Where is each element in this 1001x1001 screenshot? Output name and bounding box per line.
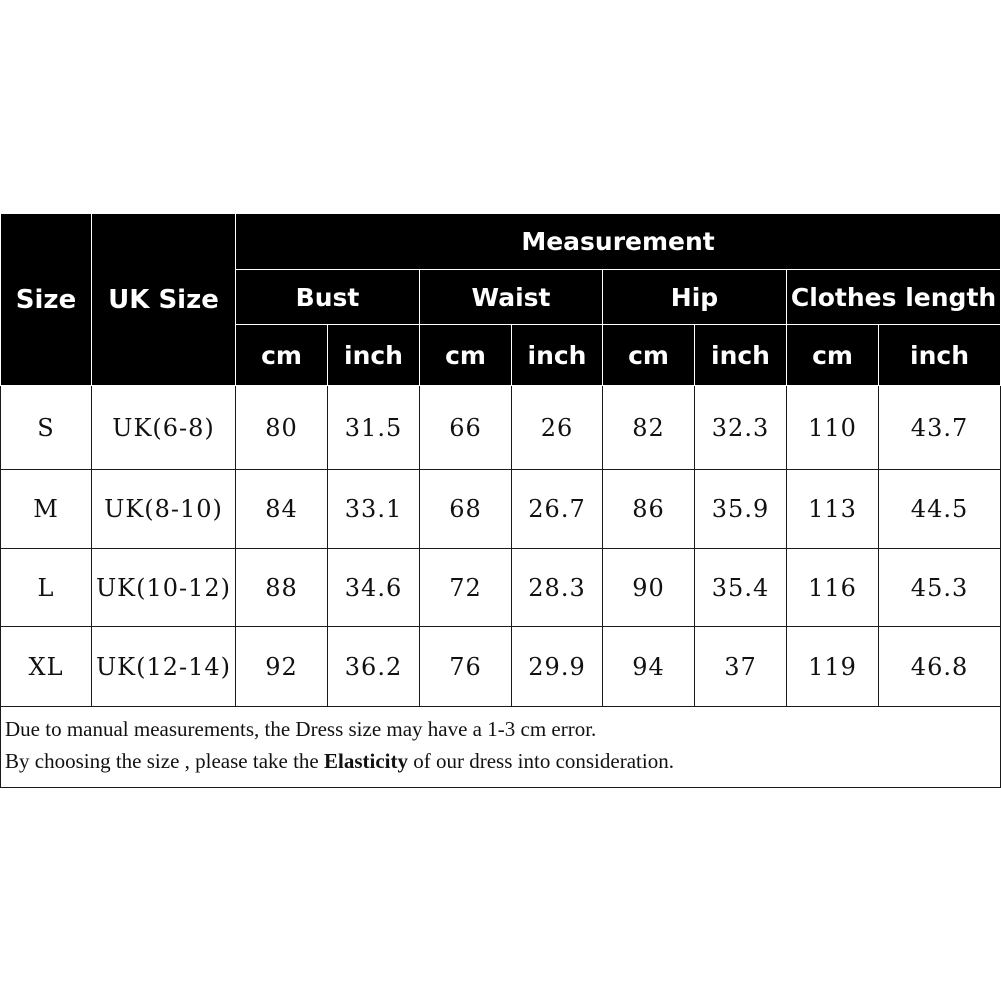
size-cell: XL [1, 627, 92, 707]
note-line-2-bold: Elasticity [324, 749, 408, 773]
hip-inch-cell: 37 [695, 627, 787, 707]
length-inch-cell: 45.3 [879, 549, 1001, 627]
note-line-2-start: By choosing the size , please take the [5, 749, 324, 773]
header-measurement: Measurement [236, 214, 1001, 270]
waist-cm-cell: 72 [420, 549, 512, 627]
length-cm-cell: 113 [787, 470, 879, 549]
length-cm-cell: 110 [787, 386, 879, 470]
bust-cm-cell: 88 [236, 549, 328, 627]
note-line-2-end: of our dress into consideration. [408, 749, 674, 773]
bust-cm-cell: 84 [236, 470, 328, 549]
header-clothes-length: Clothes length [787, 270, 1001, 325]
length-cm-cell: 119 [787, 627, 879, 707]
hip-cm-cell: 82 [603, 386, 695, 470]
waist-inch-cell: 26 [512, 386, 603, 470]
bust-inch-cell: 36.2 [328, 627, 420, 707]
hip-inch-cell: 32.3 [695, 386, 787, 470]
header-size: Size [1, 214, 92, 386]
bust-inch-cell: 31.5 [328, 386, 420, 470]
uk-size-cell: UK(8-10) [92, 470, 236, 549]
hip-inch-cell: 35.9 [695, 470, 787, 549]
length-inch-cell: 46.8 [879, 627, 1001, 707]
bust-inch-cell: 34.6 [328, 549, 420, 627]
header-length-inch: inch [879, 325, 1001, 386]
notes-cell [1, 707, 1001, 788]
hip-cm-cell: 86 [603, 470, 695, 549]
size-cell: L [1, 549, 92, 627]
header-bust-inch: inch [328, 325, 420, 386]
header-bust-cm: cm [236, 325, 328, 386]
table-body [1, 386, 1001, 788]
uk-size-cell: UK(10-12) [92, 549, 236, 627]
waist-cm-cell: 76 [420, 627, 512, 707]
header-hip-cm: cm [603, 325, 695, 386]
hip-cm-cell: 94 [603, 627, 695, 707]
bust-inch-cell: 33.1 [328, 470, 420, 549]
uk-size-cell: UK(6-8) [92, 386, 236, 470]
table-row [1, 470, 1001, 549]
bust-cm-cell: 92 [236, 627, 328, 707]
table-row [1, 627, 1001, 707]
waist-inch-cell: 29.9 [512, 627, 603, 707]
length-cm-cell: 116 [787, 549, 879, 627]
header-hip: Hip [603, 270, 787, 325]
note-line-1: Due to manual measurements, the Dress size may have a 1-3 cm error. [5, 717, 597, 741]
size-cell: M [1, 470, 92, 549]
table-row [1, 549, 1001, 627]
size-table [0, 213, 1001, 788]
header-waist-cm: cm [420, 325, 512, 386]
waist-cm-cell: 68 [420, 470, 512, 549]
notes-row [1, 707, 1001, 788]
length-inch-cell: 43.7 [879, 386, 1001, 470]
bust-cm-cell: 80 [236, 386, 328, 470]
waist-inch-cell: 26.7 [512, 470, 603, 549]
note-line-2 [5, 745, 1000, 777]
uk-size-cell: UK(12-14) [92, 627, 236, 707]
header-length-cm: cm [787, 325, 879, 386]
hip-inch-cell: 35.4 [695, 549, 787, 627]
length-inch-cell: 44.5 [879, 470, 1001, 549]
header-bust: Bust [236, 270, 420, 325]
table-header [1, 214, 1001, 386]
header-waist: Waist [420, 270, 603, 325]
size-chart [0, 213, 1000, 788]
hip-cm-cell: 90 [603, 549, 695, 627]
header-hip-inch: inch [695, 325, 787, 386]
table-row [1, 386, 1001, 470]
header-waist-inch: inch [512, 325, 603, 386]
size-cell: S [1, 386, 92, 470]
waist-cm-cell: 66 [420, 386, 512, 470]
header-uk-size: UK Size [92, 214, 236, 386]
waist-inch-cell: 28.3 [512, 549, 603, 627]
